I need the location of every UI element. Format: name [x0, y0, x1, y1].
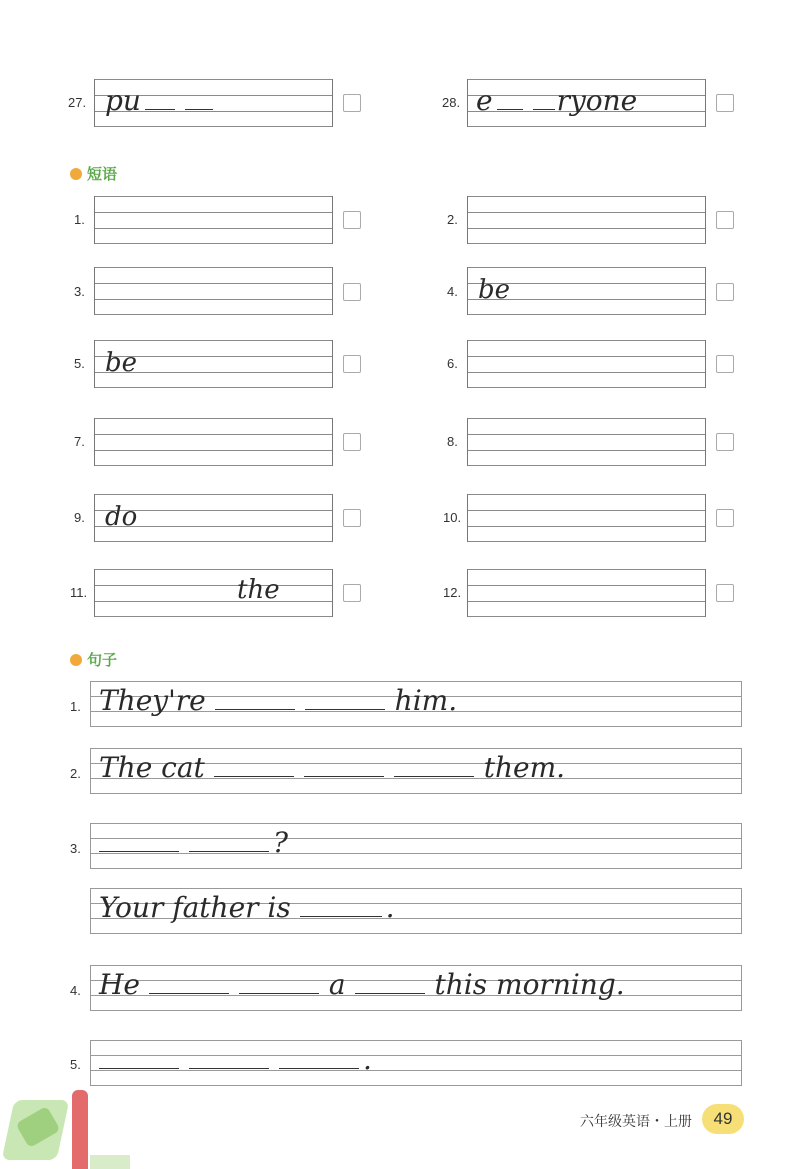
item-number: 1. — [74, 212, 85, 227]
handwritten-sentence: He a this morning. — [99, 968, 625, 1001]
sentence-lines[interactable] — [90, 888, 742, 934]
handwritten-text: be — [478, 275, 511, 305]
answer-checkbox[interactable] — [343, 355, 361, 373]
item-number: 5. — [70, 1057, 81, 1072]
item-number: 7. — [74, 434, 85, 449]
item-number: 8. — [447, 434, 458, 449]
section-heading-phrases: 短语 — [70, 163, 117, 184]
handwritten-sentence: The cat them. — [99, 751, 566, 784]
item-number: 2. — [70, 766, 81, 781]
item-number: 27. — [68, 95, 87, 110]
item-number: 12. — [443, 585, 462, 600]
bullet-icon — [70, 654, 82, 666]
writing-lines[interactable] — [467, 267, 706, 315]
writing-lines[interactable] — [94, 196, 333, 244]
page-number-badge: 49 — [702, 1104, 744, 1134]
item-number: 2. — [447, 212, 458, 227]
sentence-lines[interactable] — [90, 748, 742, 794]
item-number: 28. — [442, 95, 461, 110]
sentence-lines[interactable] — [90, 1040, 742, 1086]
handwritten-word: pu — [105, 87, 223, 115]
answer-checkbox[interactable] — [343, 211, 361, 229]
handwritten-sentence: ? — [99, 829, 288, 857]
answer-checkbox[interactable] — [716, 94, 734, 112]
item-number: 11. — [70, 585, 88, 600]
writing-lines[interactable] — [467, 494, 706, 542]
sentence-lines[interactable] — [90, 823, 742, 869]
handwritten-sentence: . — [99, 1046, 372, 1074]
answer-checkbox[interactable] — [343, 584, 361, 602]
handwritten-text: the — [237, 575, 280, 605]
answer-checkbox[interactable] — [716, 283, 734, 301]
writing-lines[interactable] — [467, 418, 706, 466]
handwritten-sentence: They're him. — [99, 684, 458, 717]
handwritten-word: e ryone — [476, 84, 638, 117]
writing-lines[interactable] — [94, 494, 333, 542]
handwritten-text: be — [105, 348, 138, 378]
book-title: 六年级英语・上册 — [580, 1113, 692, 1129]
writing-lines[interactable] — [94, 418, 333, 466]
answer-checkbox[interactable] — [343, 283, 361, 301]
answer-checkbox[interactable] — [716, 509, 734, 527]
decorative-corner-art — [0, 1055, 130, 1169]
sentence-lines[interactable] — [90, 965, 742, 1011]
red-bookmark-icon — [72, 1090, 88, 1169]
section-heading-sentences: 句子 — [70, 649, 117, 670]
writing-lines[interactable] — [94, 569, 333, 617]
item-number: 3. — [70, 841, 81, 856]
writing-lines[interactable] — [94, 267, 333, 315]
bullet-icon — [70, 168, 82, 180]
handwritten-text: do — [105, 502, 138, 532]
answer-checkbox[interactable] — [343, 433, 361, 451]
answer-checkbox[interactable] — [716, 355, 734, 373]
sentence-lines[interactable] — [90, 681, 742, 727]
item-number: 9. — [74, 510, 85, 525]
item-number: 3. — [74, 284, 85, 299]
item-number: 6. — [447, 356, 458, 371]
item-number: 5. — [74, 356, 85, 371]
writing-lines[interactable] — [467, 569, 706, 617]
green-strip — [90, 1155, 130, 1169]
answer-checkbox[interactable] — [343, 509, 361, 527]
writing-lines[interactable] — [467, 340, 706, 388]
answer-checkbox[interactable] — [716, 433, 734, 451]
item-number: 1. — [70, 699, 81, 714]
writing-lines[interactable] — [467, 79, 706, 127]
item-number: 4. — [70, 983, 81, 998]
writing-lines[interactable] — [94, 79, 333, 127]
handwritten-sentence: Your father is . — [99, 891, 395, 924]
writing-lines[interactable] — [467, 196, 706, 244]
answer-checkbox[interactable] — [716, 211, 734, 229]
item-number: 4. — [447, 284, 458, 299]
answer-checkbox[interactable] — [343, 94, 361, 112]
answer-checkbox[interactable] — [716, 584, 734, 602]
writing-lines[interactable] — [94, 340, 333, 388]
item-number: 10. — [443, 510, 462, 525]
